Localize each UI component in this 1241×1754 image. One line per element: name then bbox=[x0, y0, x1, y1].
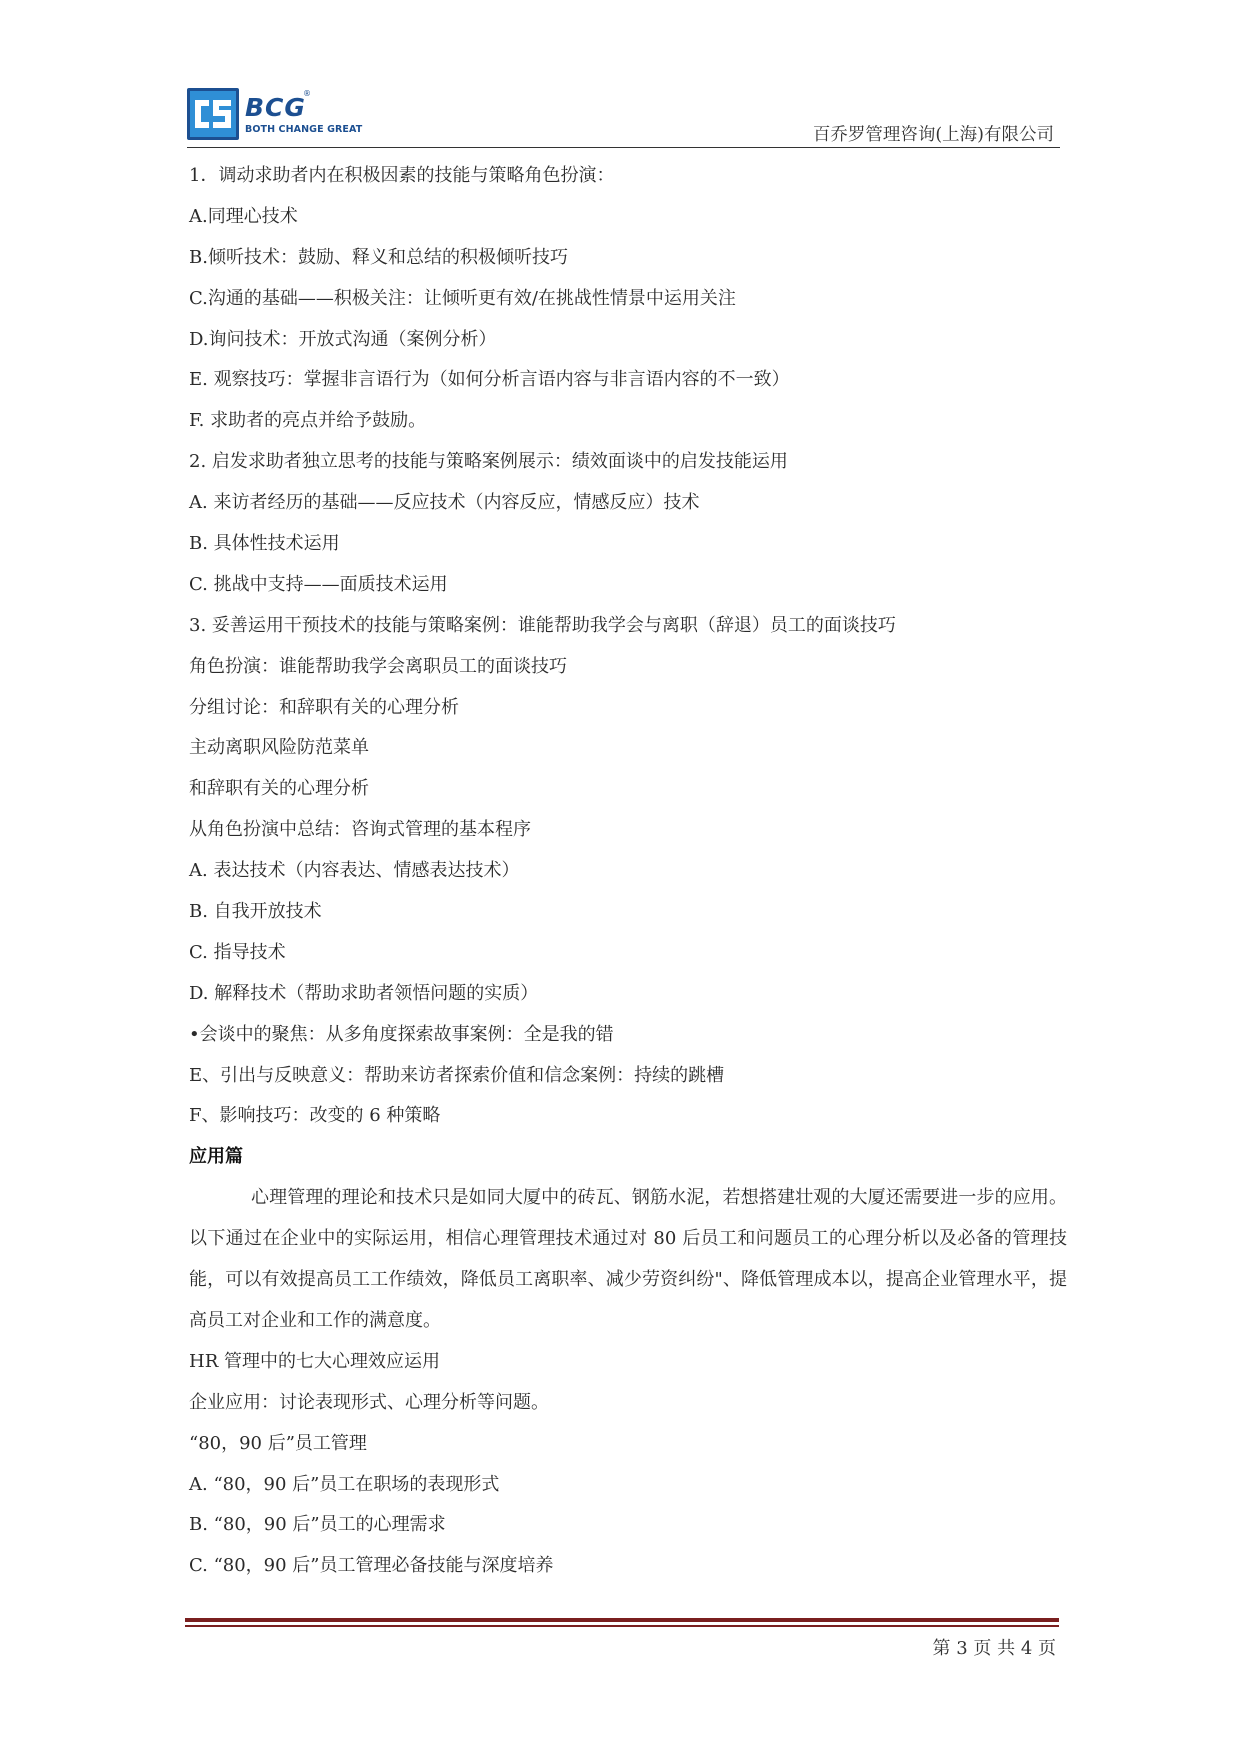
body-line: •会谈中的聚焦：从多角度探索故事案例：全是我的错 bbox=[189, 1023, 614, 1045]
body-line: C.沟通的基础——积极关注：让倾听更有效/在挑战性情景中运用关注 bbox=[189, 287, 736, 309]
body-line: 角色扮演：谁能帮助我学会离职员工的面谈技巧 bbox=[189, 655, 567, 677]
body-line: B. “80，90 后”员工的心理需求 bbox=[189, 1514, 446, 1536]
page-header bbox=[187, 88, 1060, 150]
body-line: “80，90 后”员工管理 bbox=[189, 1432, 367, 1454]
body-line: 3. 妥善运用干预技术的技能与策略案例：谁能帮助我学会与离职（辞退）员工的面谈技巧 bbox=[189, 614, 896, 636]
logo-wordmark: BCG bbox=[245, 93, 306, 122]
body-line: B. 自我开放技术 bbox=[189, 901, 322, 923]
bcg-logo-icon bbox=[187, 88, 239, 140]
section-heading: 应用篇 bbox=[189, 1146, 243, 1168]
body-line: A.同理心技术 bbox=[189, 205, 298, 227]
body-line: 从角色扮演中总结：咨询式管理的基本程序 bbox=[189, 819, 531, 841]
header-divider bbox=[187, 147, 1060, 148]
body-line: A. 表达技术（内容表达、情感表达技术） bbox=[189, 860, 520, 882]
body-line: HR 管理中的七大心理效应运用 bbox=[189, 1350, 440, 1372]
company-logo bbox=[187, 88, 387, 140]
body-line: A. “80，90 后”员工在职场的表现形式 bbox=[189, 1473, 500, 1495]
body-line: 分组讨论：和辞职有关的心理分析 bbox=[189, 696, 459, 718]
body-line: D. 解释技术（帮助求助者领悟问题的实质） bbox=[189, 982, 539, 1004]
company-name: 百乔罗管理咨询(上海)有限公司 bbox=[812, 125, 1054, 145]
body-paragraph: 心理管理的理论和技术只是如同大厦中的砖瓦、钢筋水泥，若想搭建壮观的大厦还需要进一步的应用。以下通过在企业中的实际运用，相信心理管理技术通过对 80 后员工和问题员工的心理分析以及必备的管理技能，可以有效提高员工工作绩效，降低员工离职率、减少劳资纠纷"、降低管理成本以，提高企业管理水平，提高员工对企业和工作的满意度。 bbox=[189, 1187, 1067, 1331]
body-line: 企业应用：讨论表现形式、心理分析等问题。 bbox=[189, 1391, 549, 1413]
logo-tagline: BOTH CHANGE GREAT bbox=[245, 124, 363, 135]
body-line: C. 挑战中支持——面质技术运用 bbox=[189, 573, 448, 595]
registered-mark: ® bbox=[303, 89, 311, 98]
body-line: C. 指导技术 bbox=[189, 941, 286, 963]
body-line: F、影响技巧：改变的 6 种策略 bbox=[189, 1105, 441, 1127]
body-line: E、引出与反映意义：帮助来访者探索价值和信念案例：持续的跳槽 bbox=[189, 1064, 725, 1086]
footer-divider-thin bbox=[185, 1625, 1059, 1627]
body-line: A. 来访者经历的基础——反应技术（内容反应，情感反应）技术 bbox=[189, 492, 700, 514]
footer-divider-thick bbox=[185, 1618, 1059, 1622]
body-content bbox=[189, 156, 1067, 1587]
page-number: 第 3 页 共 4 页 bbox=[932, 1638, 1056, 1659]
body-line: B.倾听技术：鼓励、释义和总结的积极倾听技巧 bbox=[189, 246, 568, 268]
body-line: F. 求助者的亮点并给予鼓励。 bbox=[189, 410, 427, 432]
body-line: 2. 启发求助者独立思考的技能与策略案例展示：绩效面谈中的启发技能运用 bbox=[189, 451, 788, 473]
body-line: 和辞职有关的心理分析 bbox=[189, 778, 369, 800]
body-line: 主动离职风险防范菜单 bbox=[189, 737, 369, 759]
body-line: D.询问技术：开放式沟通（案例分析） bbox=[189, 328, 497, 350]
body-line: 1．调动求助者内在积极因素的技能与策略角色扮演： bbox=[189, 165, 615, 186]
body-line: E. 观察技巧：掌握非言语行为（如何分析言语内容与非言语内容的不一致） bbox=[189, 369, 790, 391]
body-line: B. 具体性技术运用 bbox=[189, 533, 340, 555]
body-line: C. “80，90 后”员工管理必备技能与深度培养 bbox=[189, 1555, 554, 1577]
